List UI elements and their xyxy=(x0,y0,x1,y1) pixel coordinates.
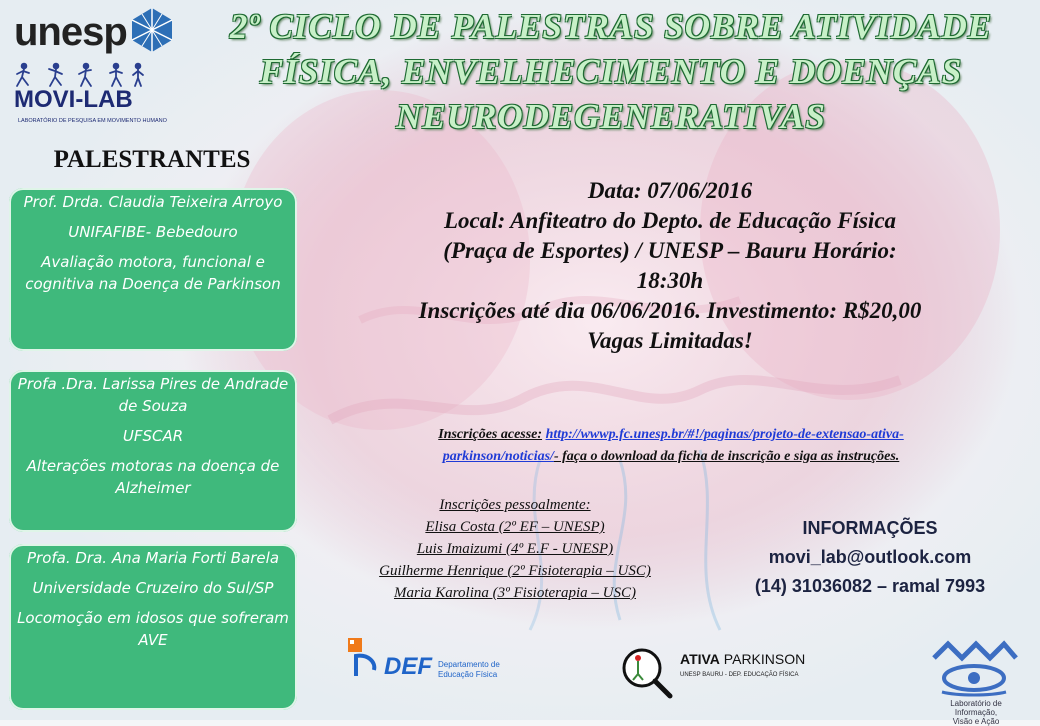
registration-link-part-1[interactable]: http://wwwp.fc.unesp.br/#!/paginas/projeto-de-extensao-ativa- xyxy=(545,427,904,442)
information-heading: INFORMAÇÕES xyxy=(802,518,938,538)
information-block xyxy=(720,514,1020,601)
online-registration-label: Inscrições acesse: xyxy=(438,427,543,442)
title-line-3: NEURODEGENERATIVAS xyxy=(396,97,826,136)
in-person-registration xyxy=(316,494,714,604)
unesp-logo-text: unesp xyxy=(14,10,127,54)
def-logo-icon xyxy=(346,636,382,678)
event-title xyxy=(186,4,1036,139)
title-line-2: FÍSICA, ENVELHECIMENTO E DOENÇAS xyxy=(259,52,963,91)
ativa-parkinson-magnifier-icon xyxy=(618,644,674,700)
speaker-topic: Alterações motoras na doença de Alzheimer xyxy=(26,457,280,497)
unesp-logo-icon xyxy=(128,6,176,54)
liva-subtitle-line-1: Laboratório de Informação, xyxy=(950,699,1002,717)
information-phone: (14) 31036082 – ramal 7993 xyxy=(754,576,986,596)
def-logo-text: DEF xyxy=(384,653,432,680)
event-registration-deadline: Inscrições até dia 06/06/2016. Investimento: R$20,00 xyxy=(418,298,922,323)
speaker-name: Prof. Drda. Claudia Teixeira Arroyo xyxy=(23,193,283,211)
liva-logo-icon xyxy=(928,636,1020,698)
liva-subtitle-line-2: Visão e Ação xyxy=(952,717,1000,726)
registration-link-part-2[interactable]: parkinson/noticias/ xyxy=(442,449,554,464)
speaker-institution: UFSCAR xyxy=(122,427,184,445)
ativa-parkinson-logo-text xyxy=(680,651,805,667)
def-subtitle-line-1: Departamento de xyxy=(438,660,500,669)
speaker-institution: UNIFAFIBE- Bebedouro xyxy=(68,223,238,241)
speaker-name: Profa .Dra. Larissa Pires de Andrade de Souza xyxy=(17,375,289,415)
movi-lab-logo-text: MOVI-LAB xyxy=(14,86,133,113)
def-logo-subtitle xyxy=(438,660,500,680)
speaker-institution: Universidade Cruzeiro do Sul/SP xyxy=(32,579,274,597)
event-limited-spots: Vagas Limitadas! xyxy=(587,328,753,353)
event-location-line-1: Local: Anfiteatro do Depto. de Educação Física xyxy=(443,208,897,233)
ativa-parkinson-subtitle: UNESP BAURU - DEP. EDUCAÇÃO FÍSICA xyxy=(680,672,799,678)
event-location-line-2: (Praça de Esportes) / UNESP – Bauru Horário: xyxy=(443,238,897,263)
speaker-card-1 xyxy=(9,188,297,351)
event-time: 18:30h xyxy=(636,268,704,293)
in-person-label: Inscrições pessoalmente: xyxy=(439,497,591,513)
contact-item: Elisa Costa (2º EF – UNESP) xyxy=(425,519,605,535)
online-registration-instructions: - faça o download da ficha de inscrição e siga as instruções. xyxy=(553,449,900,464)
movi-lab-figures-icon xyxy=(14,62,146,88)
liva-logo-subtitle xyxy=(928,699,1024,726)
speakers-heading: PALESTRANTES xyxy=(53,146,251,173)
information-email[interactable]: movi_lab@outlook.com xyxy=(768,547,972,567)
movi-lab-logo-subtitle: LABORATÓRIO DE PESQUISA EM MOVIMENTO HUMANO xyxy=(18,118,167,124)
event-date: Data: 07/06/2016 xyxy=(587,178,753,203)
contact-item: Maria Karolina (3º Fisioterapia – USC) xyxy=(393,585,636,601)
speaker-topic: Locomoção em idosos que sofreram AVE xyxy=(17,609,289,649)
contact-item: Luis Imaizumi (4º E.F - UNESP) xyxy=(416,541,614,557)
ativa-bold: ATIVA xyxy=(680,651,720,667)
def-subtitle-line-2: Educação Física xyxy=(438,670,498,679)
contact-item: Guilherme Henrique (2º Fisioterapia – USC) xyxy=(379,563,651,579)
speaker-topic: Avaliação motora, funcional e cognitiva na Doença de Parkinson xyxy=(25,253,281,293)
speaker-card-3 xyxy=(9,544,297,710)
speaker-card-2 xyxy=(9,370,297,532)
event-details xyxy=(320,176,1020,356)
title-line-1: 2º CICLO DE PALESTRAS SOBRE ATIVIDADE xyxy=(229,7,993,46)
online-registration xyxy=(316,424,1026,468)
ativa-rest: PARKINSON xyxy=(719,651,806,667)
speaker-name: Profa. Dra. Ana Maria Forti Barela xyxy=(26,549,280,567)
